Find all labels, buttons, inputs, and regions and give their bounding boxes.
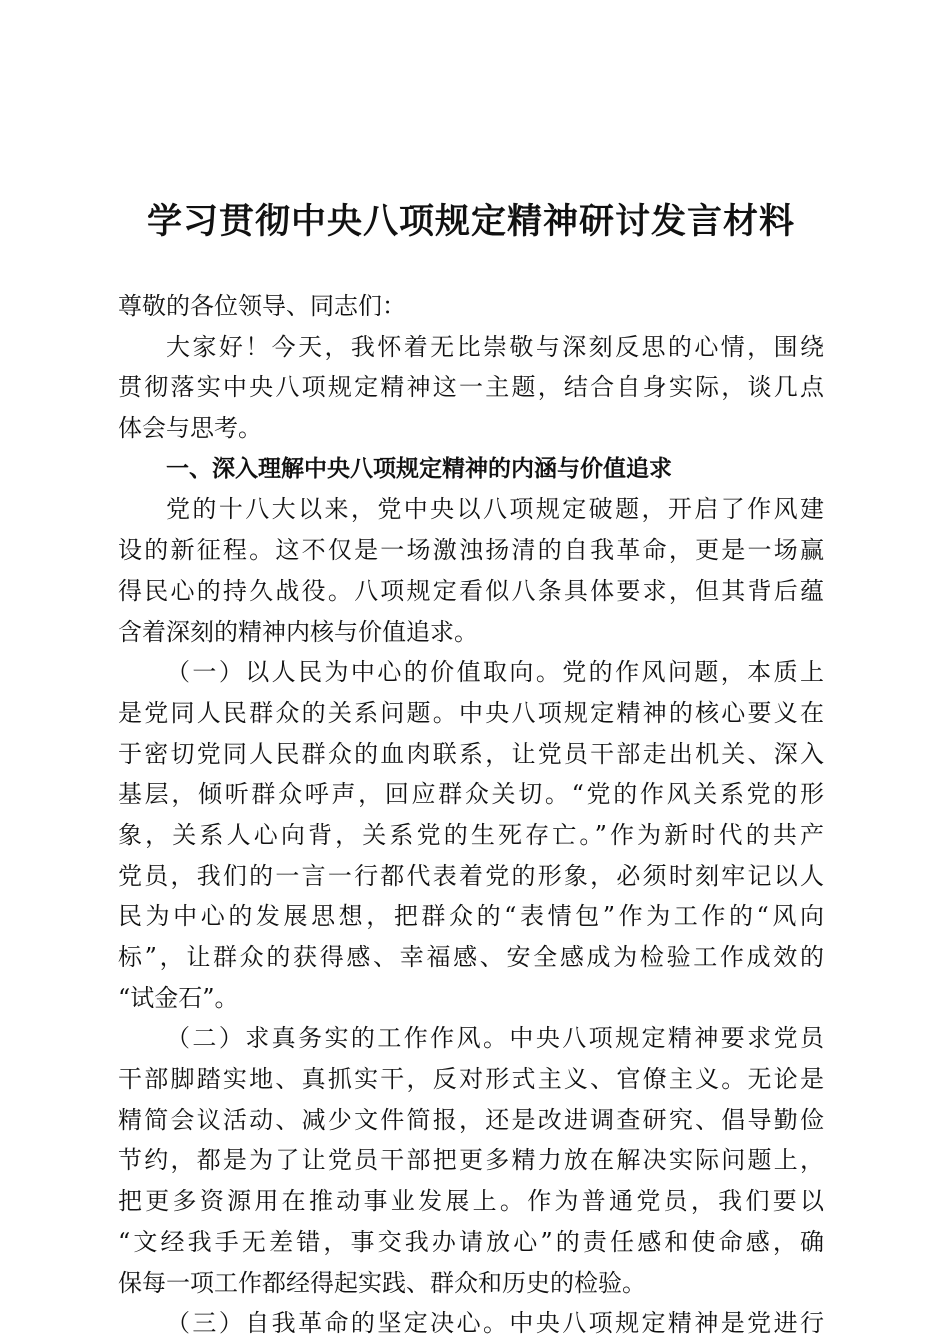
paragraph-line: 党的十八大以来，党中央以八项规定破题，开启了作风建 [166,495,824,524]
paragraph-line: “文经我手无差错，事交我办请放心”的责任感和使命感，确 [118,1227,824,1256]
paragraph-line: 体会与思考。 [118,414,262,443]
paragraph-line: 含着深刻的精神内核与价值追求。 [118,617,478,646]
paragraph-line: 象，关系人心向背，关系党的生死存亡。”作为新时代的共产 [118,820,824,849]
paragraph-line: 保每一项工作都经得起实践、群众和历史的检验。 [118,1268,646,1297]
paragraph-line: 干部脚踏实地、真抓实干，反对形式主义、官僚主义。无论是 [118,1065,824,1094]
paragraph-line: （二）求真务实的工作作风。中央八项规定精神要求党员 [166,1024,824,1053]
paragraph-line: （一）以人民为中心的价值取向。党的作风问题，本质上 [166,658,824,687]
salutation: 尊敬的各位领导、同志们： [118,292,406,320]
paragraph-line: 精简会议活动、减少文件简报，还是改进调查研究、倡导勤俭 [118,1105,824,1134]
paragraph-line: 党员，我们的一言一行都代表着党的形象，必须时刻牢记以人 [118,861,824,890]
document-body [118,286,824,1344]
paragraph-line: 贯彻落实中央八项规定精神这一主题，结合自身实际，谈几点 [118,373,824,402]
paragraph-line: 民为中心的发展思想，把群众的“表情包”作为工作的“风向 [118,902,824,931]
paragraph-line: “试金石”。 [118,983,239,1012]
document-title: 学习贯彻中央八项规定精神研讨发言材料 [146,201,795,242]
paragraph-line: 得民心的持久战役。八项规定看似八条具体要求，但其背后蕴 [118,576,824,605]
paragraph-line: 于密切党同人民群众的血肉联系，让党员干部走出机关、深入 [118,739,824,768]
paragraph-line: 是党同人民群众的关系问题。中央八项规定精神的核心要义在 [118,698,824,727]
paragraph-line: （三）自我革命的坚定决心。中央八项规定精神是党进行 [166,1309,824,1338]
paragraph-line: 基层，倾听群众呼声，回应群众关切。“党的作风关系党的形 [118,780,824,809]
paragraph-line: 设的新征程。这不仅是一场激浊扬清的自我革命，更是一场赢 [118,536,824,565]
paragraph-line: 标”，让群众的获得感、幸福感、安全感成为检验工作成效的 [118,943,824,971]
section-heading: 一、深入理解中央八项规定精神的内涵与价值追求 [166,455,672,482]
paragraph-line: 节约，都是为了让党员干部把更多精力放在解决实际问题上， [118,1146,824,1175]
paragraph-line: 大家好！今天，我怀着无比崇敬与深刻反思的心情，围绕 [166,332,824,361]
paragraph-line: 把更多资源用在推动事业发展上。作为普通党员，我们要以 [118,1187,824,1216]
